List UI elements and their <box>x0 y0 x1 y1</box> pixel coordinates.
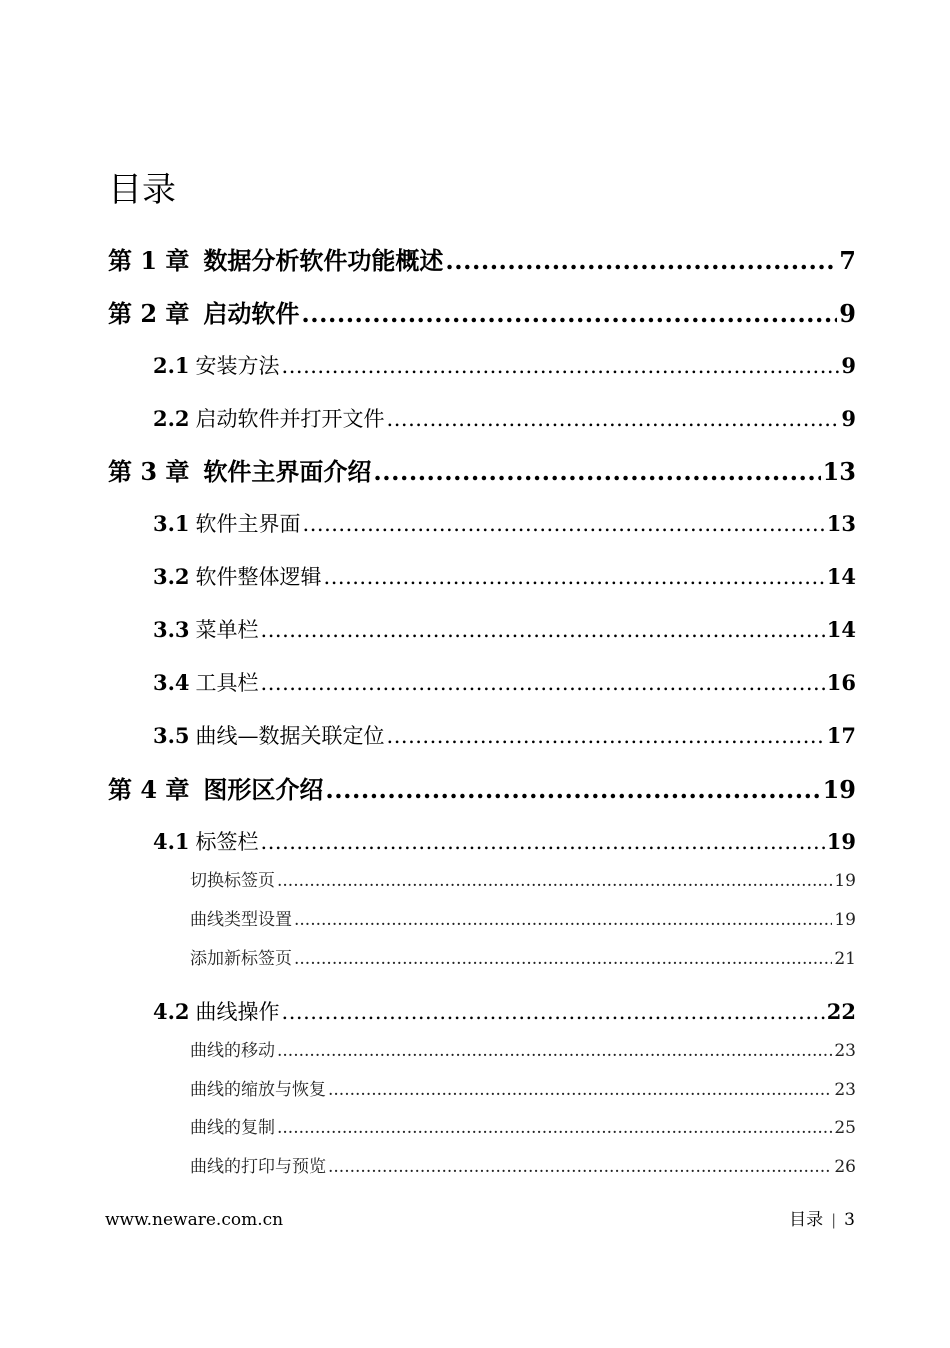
toc-chapter-3[interactable] <box>108 455 856 489</box>
dot-leader <box>261 615 825 645</box>
dot-leader <box>303 509 825 539</box>
toc-section-4-1[interactable] <box>153 827 856 857</box>
toc-entry-title: 软件主界面介绍 <box>203 457 372 486</box>
toc-entry-number: 第 2 章 <box>108 299 190 328</box>
dot-leader <box>328 1077 832 1103</box>
toc-entry-title: 软件主界面 <box>195 512 301 536</box>
toc-entry-title: 曲线的打印与预览 <box>190 1157 326 1177</box>
toc-entry-title: 标签栏 <box>195 830 259 854</box>
toc-entry-title: 启动软件并打开文件 <box>195 407 385 431</box>
toc-entry-page: 26 <box>834 1157 856 1177</box>
toc-subentry[interactable] <box>190 1077 856 1103</box>
page-title: 目录 <box>108 170 176 210</box>
toc-section-3-5[interactable] <box>153 721 856 751</box>
toc-entry-page: 19 <box>826 829 856 854</box>
toc-entry-page: 19 <box>822 775 856 804</box>
toc-entry-number: 3.5 <box>153 723 190 748</box>
toc-entry-page: 22 <box>826 999 856 1024</box>
toc-entry-number: 4.2 <box>153 999 190 1024</box>
toc-entry-page: 14 <box>826 564 856 589</box>
toc-subentry[interactable] <box>190 907 856 933</box>
dot-leader <box>387 404 840 434</box>
toc-entry-title: 曲线—数据关联定位 <box>195 724 385 748</box>
dot-leader <box>261 668 825 698</box>
toc-entry-number: 3.1 <box>153 511 190 536</box>
toc-section-2-2[interactable] <box>153 404 856 434</box>
toc-entry-number: 第 3 章 <box>108 457 190 486</box>
toc-entry-title: 数据分析软件功能概述 <box>203 246 444 275</box>
dot-leader <box>282 351 840 381</box>
toc-entry-page: 9 <box>841 406 856 431</box>
toc-chapter-4[interactable] <box>108 773 856 807</box>
toc-entry-title: 启动软件 <box>203 299 300 328</box>
footer-section-label: 目录 <box>789 1210 824 1230</box>
footer-page-number: 3 <box>844 1210 855 1230</box>
toc-subentry[interactable] <box>190 1154 856 1180</box>
toc-section-3-1[interactable] <box>153 509 856 539</box>
toc-section-3-3[interactable] <box>153 615 856 645</box>
toc-entry-page: 9 <box>841 353 856 378</box>
toc-entry-page: 19 <box>834 910 856 930</box>
toc-entry-page: 13 <box>826 511 856 536</box>
toc-entry-page: 16 <box>826 670 856 695</box>
toc-entry-page: 14 <box>826 617 856 642</box>
toc-entry-number: 第 1 章 <box>108 246 190 275</box>
dot-leader <box>294 946 832 972</box>
toc-entry-title: 曲线类型设置 <box>190 910 292 930</box>
dot-leader <box>277 1038 832 1064</box>
toc-entry-number: 第 4 章 <box>108 775 190 804</box>
dot-leader <box>301 297 837 331</box>
toc-entry-number: 2.1 <box>153 353 190 378</box>
toc-chapter-1[interactable] <box>108 244 856 278</box>
toc-chapter-2[interactable] <box>108 297 856 331</box>
toc-subentry[interactable] <box>190 868 856 894</box>
dot-leader <box>277 1115 832 1141</box>
dot-leader <box>373 455 820 489</box>
toc-entry-title: 工具栏 <box>195 671 259 695</box>
dot-leader <box>325 773 820 807</box>
toc-section-4-2[interactable] <box>153 997 856 1027</box>
toc-entry-page: 13 <box>822 457 856 486</box>
footer-page-info <box>789 1208 855 1232</box>
toc-entry-title: 曲线的缩放与恢复 <box>190 1080 326 1100</box>
toc-entry-page: 25 <box>834 1118 856 1138</box>
toc-entry-number: 2.2 <box>153 406 190 431</box>
dot-leader <box>387 721 825 751</box>
toc-entry-title: 曲线的移动 <box>190 1041 275 1061</box>
toc-subentry[interactable] <box>190 1038 856 1064</box>
toc-entry-page: 19 <box>834 871 856 891</box>
toc-section-2-1[interactable] <box>153 351 856 381</box>
toc-entry-title: 安装方法 <box>195 354 280 378</box>
toc-entry-number: 3.3 <box>153 617 190 642</box>
toc-entry-number: 4.1 <box>153 829 190 854</box>
toc-entry-page: 23 <box>834 1041 856 1061</box>
toc-entry-number: 3.4 <box>153 670 190 695</box>
toc-entry-page: 9 <box>839 299 856 328</box>
dot-leader <box>445 244 837 278</box>
dot-leader <box>328 1154 832 1180</box>
toc-entry-title: 菜单栏 <box>195 618 259 642</box>
toc-entry-page: 7 <box>839 246 856 275</box>
toc-entry-number: 3.2 <box>153 564 190 589</box>
toc-entry-page: 21 <box>834 949 856 969</box>
dot-leader <box>324 562 825 592</box>
toc-entry-title: 添加新标签页 <box>190 949 292 969</box>
dot-leader <box>294 907 832 933</box>
toc-section-3-4[interactable] <box>153 668 856 698</box>
footer-website[interactable]: www.neware.com.cn <box>105 1210 284 1230</box>
footer-separator: | <box>831 1211 837 1229</box>
dot-leader <box>261 827 825 857</box>
dot-leader <box>282 997 825 1027</box>
toc-entry-title: 切换标签页 <box>190 871 275 891</box>
toc-subentry[interactable] <box>190 1115 856 1141</box>
toc-entry-page: 23 <box>834 1080 856 1100</box>
toc-entry-title: 软件整体逻辑 <box>195 565 322 589</box>
toc-entry-page: 17 <box>826 723 856 748</box>
toc-entry-title: 曲线操作 <box>195 1000 280 1024</box>
toc-subentry[interactable] <box>190 946 856 972</box>
toc-entry-title: 图形区介绍 <box>203 775 324 804</box>
dot-leader <box>277 868 832 894</box>
toc-section-3-2[interactable] <box>153 562 856 592</box>
toc-entry-title: 曲线的复制 <box>190 1118 275 1138</box>
